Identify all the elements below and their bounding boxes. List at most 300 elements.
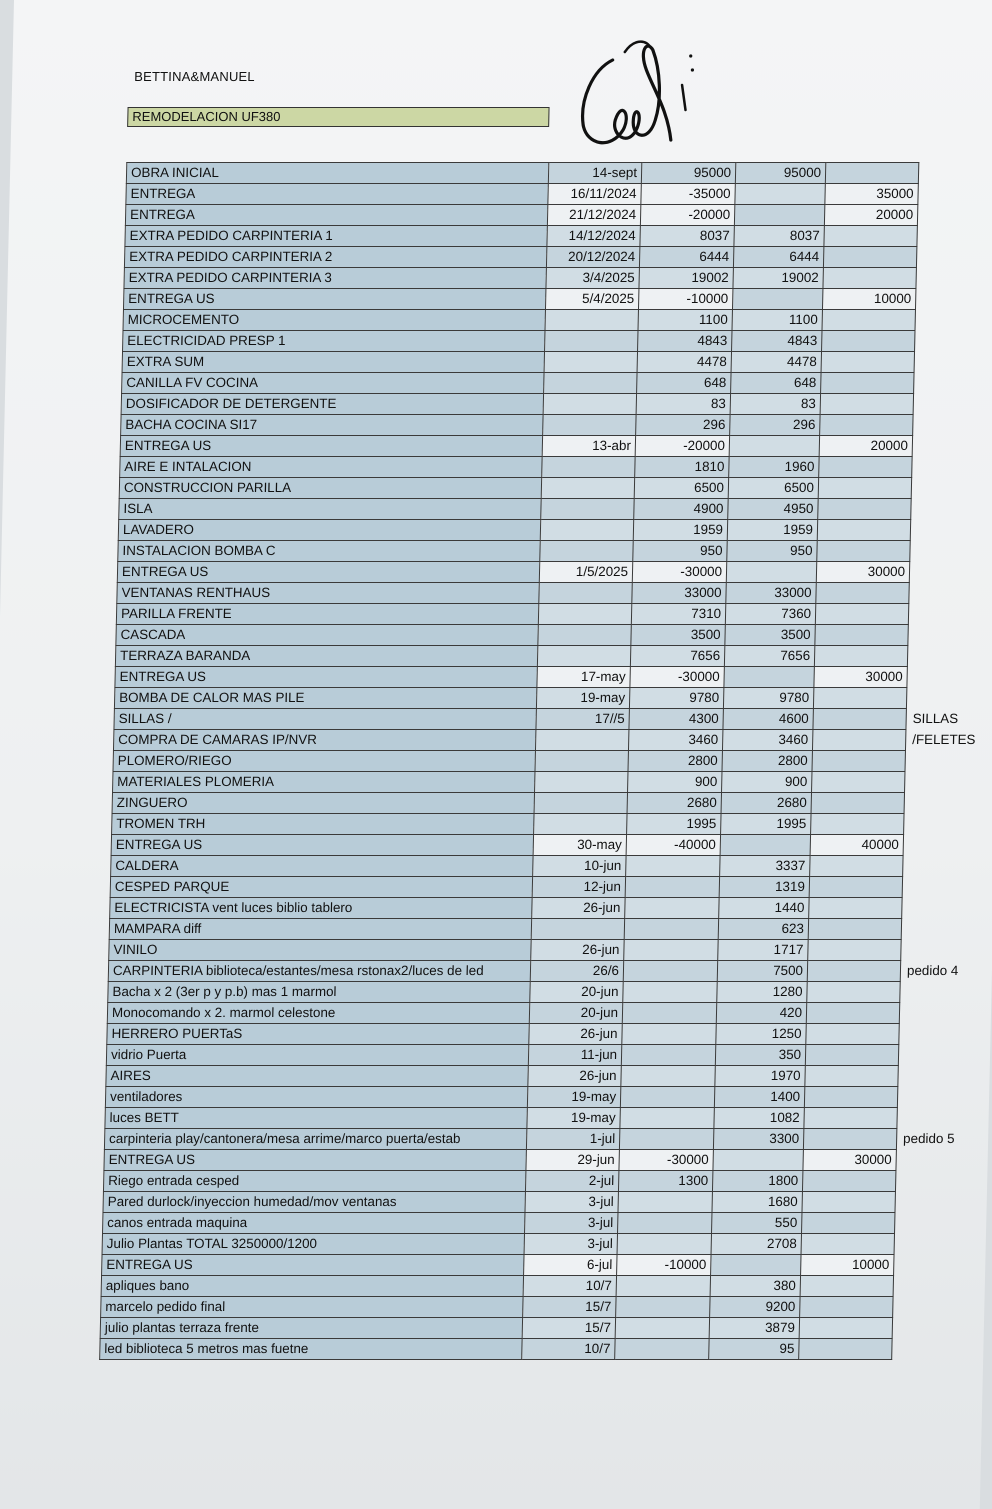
row-amount [618, 1192, 712, 1213]
table-row [111, 856, 983, 877]
row-date: 10/7 [522, 1339, 615, 1360]
row-cost: 3879 [709, 1318, 799, 1339]
row-amount: 3500 [631, 625, 725, 646]
table-row [123, 289, 992, 310]
row-cost: 380 [710, 1276, 800, 1297]
row-date: 20-jun [530, 982, 623, 1003]
row-description: LAVADERO [118, 520, 540, 541]
row-payment [806, 1024, 899, 1045]
row-amount [624, 919, 718, 940]
row-payment [822, 331, 915, 352]
row-description: INSTALACION BOMBA C [118, 541, 540, 562]
row-payment [809, 898, 902, 919]
row-date: 11-jun [528, 1045, 621, 1066]
row-payment: 20000 [824, 205, 917, 226]
row-description: EXTRA PEDIDO CARPINTERIA 3 [124, 268, 546, 289]
row-amount: 2800 [628, 751, 722, 772]
row-payment [817, 520, 910, 541]
row-description: CANILLA FV COCINA [122, 373, 544, 394]
row-date: 26-jun [528, 1066, 621, 1087]
row-cost: 350 [715, 1045, 805, 1066]
row-date: 30-may [533, 835, 626, 856]
row-side-note [909, 562, 989, 583]
row-description: ELECTRICISTA vent luces biblio tablero [110, 898, 532, 919]
table-row [120, 457, 992, 478]
row-payment [819, 457, 912, 478]
handwritten-signature [570, 30, 713, 160]
table-row [100, 1339, 972, 1360]
row-date [541, 499, 634, 520]
row-date: 10/7 [523, 1276, 616, 1297]
row-description: ELECTRICIDAD PRESP 1 [123, 331, 545, 352]
row-cost: 3500 [725, 625, 815, 646]
table-row [107, 1024, 979, 1045]
row-cost: 33000 [726, 583, 816, 604]
table-row [119, 478, 991, 499]
row-side-note [892, 1318, 972, 1339]
row-payment [822, 310, 915, 331]
table-row [108, 961, 980, 982]
row-cost: 3300 [713, 1129, 803, 1150]
table-row [121, 415, 992, 436]
row-date: 3/4/2025 [546, 268, 639, 289]
row-cost [724, 667, 814, 688]
row-cost: 1400 [714, 1087, 804, 1108]
row-date: 19-may [527, 1087, 620, 1108]
row-payment [820, 415, 913, 436]
row-side-note [916, 247, 992, 268]
row-date [534, 814, 627, 835]
row-payment [812, 751, 905, 772]
row-side-note [918, 184, 992, 205]
row-cost [732, 289, 822, 310]
row-side-note [904, 814, 984, 835]
table-row [117, 583, 989, 604]
row-cost: 4843 [732, 331, 822, 352]
table-row [105, 1108, 977, 1129]
row-cost: 1680 [712, 1192, 802, 1213]
row-date: 26/6 [530, 961, 623, 982]
row-side-note [912, 457, 992, 478]
row-amount: -40000 [626, 835, 720, 856]
row-payment [807, 961, 900, 982]
row-description: BACHA COCINA SI17 [121, 415, 543, 436]
row-amount [616, 1297, 710, 1318]
row-description: Bacha x 2 (3er p y p.b) mas 1 marmol [108, 982, 530, 1003]
table-row [111, 835, 983, 856]
row-description: ZINGUERO [112, 793, 534, 814]
table-row [126, 184, 992, 205]
row-cost: 1280 [717, 982, 807, 1003]
row-side-note [903, 835, 983, 856]
row-cost [734, 205, 824, 226]
row-cost: 550 [712, 1213, 802, 1234]
row-date [534, 793, 627, 814]
row-description: canos entrada maquina [103, 1213, 525, 1234]
row-payment [816, 583, 909, 604]
row-amount [621, 1045, 715, 1066]
row-date [544, 373, 637, 394]
row-cost: 1250 [716, 1024, 806, 1045]
row-amount: 83 [636, 394, 730, 415]
row-cost: 1100 [732, 310, 822, 331]
row-side-note [916, 268, 992, 289]
row-date: 5/4/2025 [545, 289, 638, 310]
row-payment [808, 940, 901, 961]
row-date [543, 394, 636, 415]
table-row [101, 1297, 973, 1318]
table-row [115, 646, 987, 667]
table-row [106, 1045, 978, 1066]
row-payment [821, 373, 914, 394]
row-date [545, 310, 638, 331]
row-date: 2-jul [525, 1171, 618, 1192]
row-date: 20/12/2024 [546, 247, 639, 268]
table-row [102, 1255, 974, 1276]
row-amount [617, 1234, 711, 1255]
row-payment [815, 604, 908, 625]
row-side-note [912, 436, 992, 457]
row-description: ENTREGA US [111, 835, 533, 856]
row-description: Pared durlock/inyeccion humedad/mov ventanas [103, 1192, 525, 1213]
row-date: 19-may [527, 1108, 620, 1129]
table-row [113, 730, 985, 751]
row-payment [804, 1108, 897, 1129]
row-date: 10-jun [533, 856, 626, 877]
row-description: ENTREGA US [120, 436, 542, 457]
row-amount [624, 940, 718, 961]
row-side-note: /FELETES [912, 732, 976, 747]
table-row [100, 1318, 972, 1339]
row-cost: 4600 [723, 709, 813, 730]
row-cost: 1959 [727, 520, 817, 541]
row-date [538, 625, 631, 646]
row-side-note [893, 1297, 973, 1318]
row-amount [615, 1339, 709, 1360]
row-amount: -35000 [641, 184, 735, 205]
row-cost: 1800 [712, 1171, 802, 1192]
row-side-note [895, 1213, 975, 1234]
row-date [540, 520, 633, 541]
row-date: 21/12/2024 [547, 205, 640, 226]
row-cost [711, 1255, 801, 1276]
row-cost: 2800 [722, 751, 812, 772]
table-row [110, 898, 982, 919]
row-cost: 9200 [710, 1297, 800, 1318]
row-payment [817, 541, 910, 562]
row-side-note [917, 205, 992, 226]
row-date: 29-jun [526, 1150, 619, 1171]
row-description: EXTRA SUM [122, 352, 544, 373]
row-payment [800, 1297, 893, 1318]
row-cost: 1960 [729, 457, 819, 478]
row-cost: 6444 [733, 247, 823, 268]
row-side-note [898, 1045, 978, 1066]
row-payment [818, 499, 911, 520]
row-side-note [915, 289, 992, 310]
row-payment [823, 247, 916, 268]
row-date [535, 772, 628, 793]
row-amount [622, 1003, 716, 1024]
row-amount: 3460 [628, 730, 722, 751]
table-row [121, 394, 992, 415]
row-amount: -20000 [640, 205, 734, 226]
row-amount: 1959 [633, 520, 727, 541]
row-description: julio plantas terraza frente [100, 1318, 522, 1339]
row-payment [824, 226, 917, 247]
row-date: 14/12/2024 [547, 226, 640, 247]
row-amount: 4300 [629, 709, 723, 730]
row-side-note [892, 1339, 972, 1360]
row-description: MATERIALES PLOMERIA [113, 772, 535, 793]
row-payment [821, 352, 914, 373]
row-payment [803, 1129, 896, 1150]
row-payment [799, 1318, 892, 1339]
table-row [118, 541, 990, 562]
row-side-note [910, 541, 990, 562]
table-row [124, 247, 992, 268]
row-cost: 648 [731, 373, 821, 394]
table-row [109, 940, 981, 961]
row-side-note [893, 1276, 973, 1297]
row-description: ENTREGA US [115, 667, 537, 688]
row-date: 1-jul [526, 1129, 619, 1150]
table-row [112, 793, 984, 814]
row-description: CARPINTERIA biblioteca/estantes/mesa rstonax2/luces de led [108, 961, 530, 982]
table-row [107, 1003, 979, 1024]
row-date: 26-jun [529, 1024, 622, 1045]
row-description: COMPRA DE CAMARAS IP/NVR [113, 730, 535, 751]
row-amount: 6500 [634, 478, 728, 499]
row-date [535, 730, 628, 751]
row-date [535, 751, 628, 772]
row-description: TERRAZA BARANDA [115, 646, 537, 667]
row-payment [805, 1066, 898, 1087]
table-row [106, 1066, 978, 1087]
table-row [116, 604, 988, 625]
row-cost: 2708 [711, 1234, 801, 1255]
table-row [112, 814, 984, 835]
row-description: Riego entrada cesped [103, 1171, 525, 1192]
table-row [126, 163, 992, 184]
row-date [543, 415, 636, 436]
row-amount: -20000 [635, 436, 729, 457]
row-payment [808, 919, 901, 940]
row-description: led biblioteca 5 metros mas fuetne [100, 1339, 522, 1360]
row-cost: 296 [730, 415, 820, 436]
table-row [113, 751, 985, 772]
row-cost: 6500 [728, 478, 818, 499]
row-amount: 6444 [639, 247, 733, 268]
row-side-note [898, 1066, 978, 1087]
row-cost [713, 1150, 803, 1171]
row-side-note [917, 226, 992, 247]
row-side-note [909, 583, 989, 604]
row-description: carpinteria play/cantonera/mesa arrime/marco puerta/estab [104, 1129, 526, 1150]
row-payment: 20000 [819, 436, 912, 457]
row-amount: -30000 [630, 667, 724, 688]
row-side-note [894, 1234, 974, 1255]
table-row [103, 1213, 975, 1234]
row-side-note [913, 394, 992, 415]
row-date [542, 457, 635, 478]
row-cost: 1082 [714, 1108, 804, 1129]
row-payment: 10000 [801, 1255, 894, 1276]
table-row [123, 331, 992, 352]
row-side-note [913, 415, 992, 436]
row-amount: 950 [633, 541, 727, 562]
row-cost: 3337 [720, 856, 810, 877]
table-row [102, 1234, 974, 1255]
row-amount [620, 1087, 714, 1108]
row-cost: 420 [716, 1003, 806, 1024]
row-amount: 1995 [627, 814, 721, 835]
row-cost: 900 [722, 772, 812, 793]
row-payment [813, 688, 906, 709]
row-amount: 2680 [627, 793, 721, 814]
table-row [117, 562, 989, 583]
row-payment [811, 793, 904, 814]
row-side-note [901, 940, 981, 961]
row-date: 26-jun [532, 898, 625, 919]
row-amount [623, 961, 717, 982]
row-payment [807, 982, 900, 1003]
table-row [104, 1129, 976, 1150]
row-side-note [908, 625, 988, 646]
row-description: AIRES [106, 1066, 528, 1087]
table-row [122, 373, 992, 394]
table-row [122, 352, 992, 373]
row-description: Monocomando x 2. marmol celestone [107, 1003, 529, 1024]
table-row [104, 1150, 976, 1171]
row-amount [622, 1024, 716, 1045]
expense-ledger-table [99, 162, 992, 1360]
row-date: 3-jul [525, 1213, 618, 1234]
row-payment [812, 730, 905, 751]
row-cost: 9780 [723, 688, 813, 709]
row-amount [623, 982, 717, 1003]
table-row [119, 499, 991, 520]
table-row [109, 919, 981, 940]
table-row [125, 205, 992, 226]
row-date [544, 352, 637, 373]
row-cost: 3460 [722, 730, 812, 751]
row-amount: 1810 [635, 457, 729, 478]
row-side-note [895, 1192, 975, 1213]
row-description: CESPED PARQUE [110, 877, 532, 898]
row-payment [823, 268, 916, 289]
row-payment [799, 1339, 892, 1360]
row-description: Julio Plantas TOTAL 3250000/1200 [102, 1234, 524, 1255]
table-row [123, 310, 992, 331]
row-amount: 4478 [637, 352, 731, 373]
row-side-note [911, 478, 991, 499]
row-date: 17-may [537, 667, 630, 688]
row-date: 20-jun [529, 1003, 622, 1024]
row-payment [804, 1087, 897, 1108]
row-date: 14-sept [548, 163, 641, 184]
row-amount: 648 [637, 373, 731, 394]
row-date: 15/7 [522, 1318, 615, 1339]
row-payment: 30000 [814, 667, 907, 688]
row-amount: -10000 [638, 289, 732, 310]
row-payment [811, 814, 904, 835]
row-amount [621, 1066, 715, 1087]
row-cost [726, 562, 816, 583]
row-cost: 623 [718, 919, 808, 940]
row-side-note: pedido 5 [902, 1131, 955, 1146]
row-cost: 4478 [731, 352, 821, 373]
row-cost: 1440 [719, 898, 809, 919]
row-description: VENTANAS RENTHAUS [117, 583, 539, 604]
row-description: ISLA [119, 499, 541, 520]
row-description: vidrio Puerta [106, 1045, 528, 1066]
row-cost: 2680 [721, 793, 811, 814]
row-cost: 1995 [721, 814, 811, 835]
table-row [110, 877, 982, 898]
table-row [120, 436, 992, 457]
row-cost: 95 [709, 1339, 799, 1360]
row-side-note [899, 1003, 979, 1024]
table-row [108, 982, 980, 1003]
row-description: OBRA INICIAL [126, 163, 548, 184]
row-side-note [901, 919, 981, 940]
row-cost: 1970 [715, 1066, 805, 1087]
table-row [118, 520, 990, 541]
row-payment [813, 709, 906, 730]
row-date: 19-may [536, 688, 629, 709]
row-description: TROMEN TRH [112, 814, 534, 835]
row-description: MAMPARA diff [109, 919, 531, 940]
row-description: ventiladores [105, 1087, 527, 1108]
document-title: BETTINA&MANUEL [134, 69, 255, 84]
row-date [541, 478, 634, 499]
row-date: 13-abr [542, 436, 635, 457]
row-description: EXTRA PEDIDO CARPINTERIA 2 [124, 247, 546, 268]
row-payment [802, 1192, 895, 1213]
row-side-note [915, 310, 992, 331]
row-amount: -30000 [632, 562, 726, 583]
row-payment [805, 1045, 898, 1066]
row-side-note [897, 1108, 977, 1129]
row-amount [625, 898, 719, 919]
row-description: ENTREGA [126, 184, 548, 205]
row-payment [818, 478, 911, 499]
row-cost: 4950 [728, 499, 818, 520]
project-title: REMODELACION UF380 [127, 107, 549, 127]
row-date: 1/5/2025 [539, 562, 632, 583]
row-side-note: pedido 4 [906, 963, 959, 978]
table-row [103, 1171, 975, 1192]
row-description: CASCADA [116, 625, 538, 646]
row-side-note [906, 688, 986, 709]
row-amount: 900 [628, 772, 722, 793]
row-description: apliques bano [101, 1276, 523, 1297]
row-side-note [896, 1150, 976, 1171]
row-payment [801, 1234, 894, 1255]
row-amount [618, 1213, 712, 1234]
row-amount: 9780 [629, 688, 723, 709]
row-cost [720, 835, 810, 856]
row-amount [619, 1129, 713, 1150]
row-side-note: SILLAS [912, 711, 959, 726]
row-cost: 83 [730, 394, 820, 415]
row-cost [729, 436, 819, 457]
row-amount: -10000 [617, 1255, 711, 1276]
row-date: 12-jun [532, 877, 625, 898]
row-description: EXTRA PEDIDO CARPINTERIA 1 [125, 226, 547, 247]
row-amount [616, 1276, 710, 1297]
